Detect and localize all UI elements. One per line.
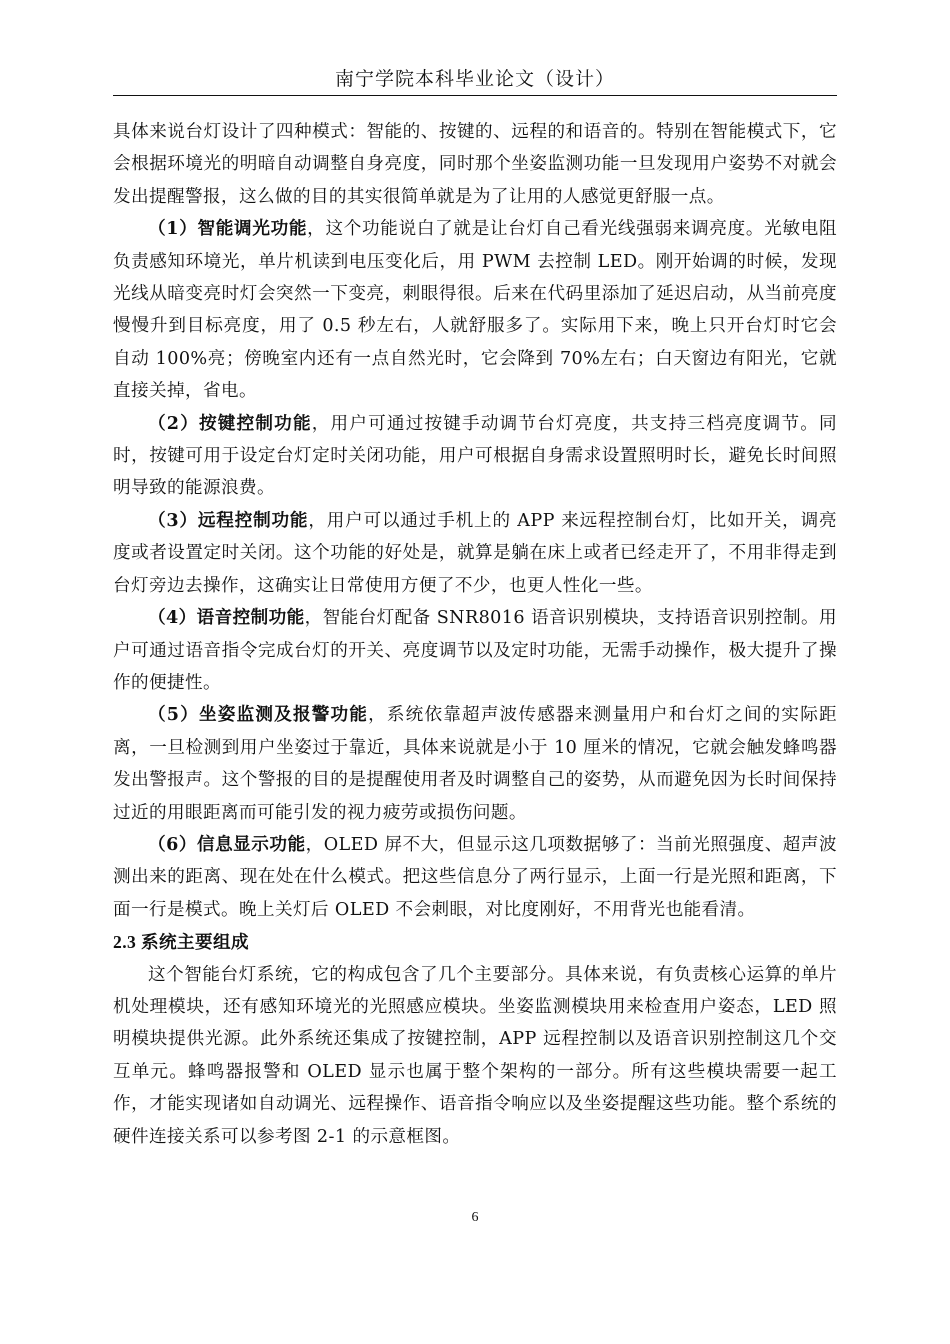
feature-text-3: ，用户可以通过手机上的 APP 来远程控制台灯，比如开关，调亮度或者设置定时关闭。这个功能的好处是，就算是躺在床上或者已经走开了，不用非得走到台灯旁边去操作，这确实让日常使用方便了不少，也更人性化一些。 — [113, 510, 837, 596]
feature-text-5: ，系统依靠超声波传感器来测量用户和台灯之间的实际距离，一旦检测到用户坐姿过于靠近，具体来说就是小于 10 厘米的情况，它就会触发蜂鸣器发出警报声。这个警报的目的是提醒使用者及时调整自己的姿势，从而避免因为长时间保持过近的用眼距离而可能引发的视力疲劳或损伤问题。 — [113, 705, 837, 823]
feature-paragraph-1 — [113, 213, 837, 407]
feature-label-5: （5）坐姿监测及报警功能 — [148, 704, 369, 726]
section-paragraph: 这个智能台灯系统，它的构成包含了几个主要部分。具体来说，有负责核心运算的单片机处理模块，还有感知环境光的光照感应模块。坐姿监测模块用来检查用户姿态，LED 照明模块提供光源。此外系统还集成了按键控制，APP 远程控制以及语音识别控制这几个交互单元。蜂鸣器报警和 OLED 显示也属于整个架构的一部分。所有这些模块需要一起工作，才能实现诸如自动调光、远程操作、语音指令响应以及坐姿提醒这些功能。整个系统的硬件连接关系可以参考图 2-1 的示意框图。 — [113, 964, 837, 1147]
intro-paragraph: 具体来说台灯设计了四种模式：智能的、按键的、远程的和语音的。特别在智能模式下，它会根据环境光的明暗自动调整自身亮度，同时那个坐姿监测功能一旦发现用户姿势不对就会发出提醒警报，这么做的目的其实很简单就是为了让用的人感觉更舒服一点。 — [113, 122, 837, 207]
feature-paragraph-3 — [113, 505, 837, 602]
page-header: 南宁学院本科毕业论文（设计） — [334, 68, 615, 90]
feature-text-6: ，OLED 屏不大，但显示这几项数据够了：当前光照强度、超声波测出来的距离、现在处在什么模式。把这些信息分了两行显示，上面一行是光照和距离，下面一行是模式。晚上关灯后 OLED 不会刺眼，对比度刚好，不用背光也能看清。 — [113, 834, 837, 920]
feature-text-1: ，这个功能说白了就是让台灯自己看光线强弱来调亮度。光敏电阻负责感知环境光，单片机读到电压变化后，用 PWM 去控制 LED。刚开始调的时候，发现光线从暗变亮时灯会突然一下变亮，刺眼得很。后来在代码里添加了延迟启动，从当前亮度慢慢升到目标亮度，用了 0.5 秒左右，人就舒服多了。实际用下来，晚上只开台灯时它会自动 100%亮；傍晚室内还有一点自然光时，它会降到 70%左右；白天窗边有阳光，它就直接关掉，省电。 — [113, 219, 837, 402]
feature-label-1: （1）智能调光功能 — [148, 218, 308, 240]
feature-label-3: （3）远程控制功能 — [148, 509, 309, 531]
feature-label-4: （4）语音控制功能 — [148, 607, 305, 629]
feature-paragraph-2 — [113, 408, 837, 505]
feature-text-2: ，用户可通过按键手动调节台灯亮度，共支持三档亮度调节。同时，按键可用于设定台灯定时关闭功能，用户可根据自身需求设置照明时长，避免长时间照明导致的能源浪费。 — [113, 413, 838, 499]
feature-paragraph-6 — [113, 829, 837, 926]
feature-label-6: （6）信息显示功能 — [148, 833, 306, 855]
page-number: 6 — [471, 1210, 479, 1225]
feature-paragraph-5 — [113, 699, 837, 829]
document-body — [113, 116, 837, 1153]
header-rule — [113, 95, 837, 96]
feature-label-2: （2）按键控制功能 — [148, 412, 312, 434]
feature-paragraph-4 — [113, 602, 837, 699]
section-heading: 2.3 系统主要组成 — [113, 932, 249, 953]
feature-text-4: ，智能台灯配备 SNR8016 语音识别模块，支持语音识别控制。用户可通过语音指令完成台灯的开关、亮度调节以及定时功能，无需手动操作，极大提升了操作的便捷性。 — [113, 608, 837, 693]
